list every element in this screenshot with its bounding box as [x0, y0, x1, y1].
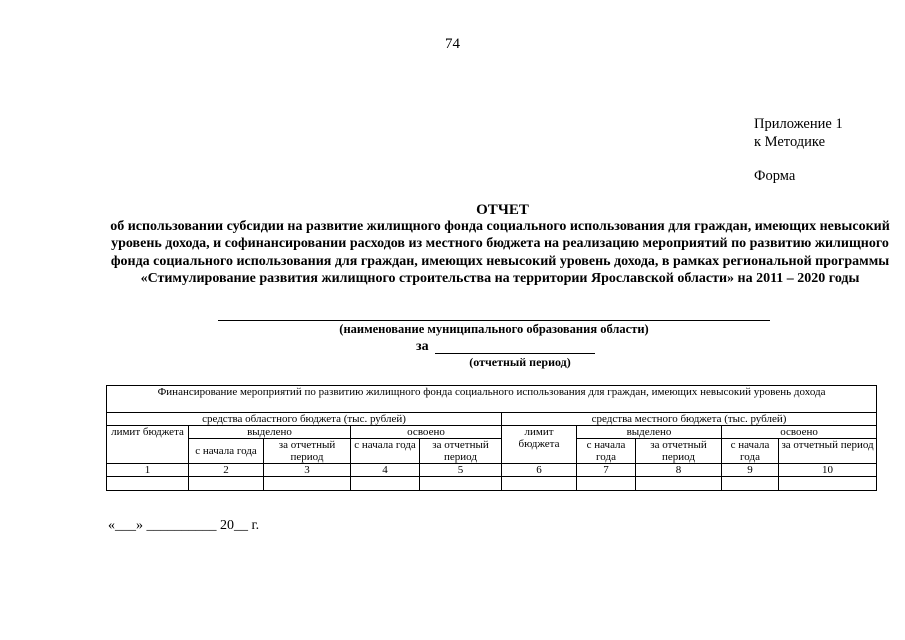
period-label: за: [416, 339, 429, 354]
mastered-header-regional: освоено: [351, 426, 502, 439]
from-year-start-header: с начала года: [577, 439, 636, 464]
column-number: 3: [264, 464, 351, 477]
regional-budget-header: средства областного бюджета (тыс. рублей): [107, 413, 502, 426]
column-number: 7: [577, 464, 636, 477]
appendix-label: Приложение 1: [754, 116, 843, 132]
mastered-header-local: освоено: [722, 426, 877, 439]
column-number: 8: [636, 464, 722, 477]
column-number: 5: [420, 464, 502, 477]
column-number: 2: [189, 464, 264, 477]
for-period-header: за отчетный период: [264, 439, 351, 464]
column-number: 9: [722, 464, 779, 477]
page-number: 74: [445, 36, 460, 52]
appendix-reference: к Методике: [754, 134, 826, 150]
table-cell: [502, 477, 577, 491]
table-cell: [351, 477, 420, 491]
date-line: «___» __________ 20__ г.: [108, 518, 260, 533]
period-field: [416, 339, 595, 355]
limit-header-regional: лимит бюджета: [107, 426, 189, 464]
allocated-header-regional: выделено: [189, 426, 351, 439]
municipality-line: [218, 320, 770, 321]
table-cell: [722, 477, 779, 491]
table-cell: [189, 477, 264, 491]
table-row: [107, 439, 877, 464]
for-period-header: за отчетный период: [420, 439, 502, 464]
limit-header-local: лимит бюджета: [502, 426, 577, 464]
form-label: Форма: [754, 168, 796, 184]
municipality-caption: (наименование муниципального образования области): [339, 322, 649, 336]
table-cell: [264, 477, 351, 491]
local-budget-header: средства местного бюджета (тыс. рублей): [502, 413, 877, 426]
table-row: [107, 426, 877, 439]
column-number: 4: [351, 464, 420, 477]
table-cell: [420, 477, 502, 491]
table-main-header: Финансирование мероприятий по развитию жилищного фонда социального использования для граждан, имеющих невысокий уровень дохода: [107, 386, 877, 413]
report-subtitle: об использовании субсидии на развитие жилищного фонда социального использования для граждан, имеющих невысокий уровень дохода, и софинансировании расходов из местного бюджета на реализацию мероприятий по развитию жилищного фонда социального использования для граждан, имеющих невысокий уровень дохода, в рамках региональной программы «Стимулирование развития жилищного строительства на территории Ярославской области» на 2011 – 2020 годы: [110, 219, 890, 287]
period-caption: (отчетный период): [469, 355, 571, 369]
table-cell: [577, 477, 636, 491]
allocated-header-local: выделено: [577, 426, 722, 439]
from-year-start-header: с начала года: [189, 439, 264, 464]
table-cell: [636, 477, 722, 491]
table-row: [107, 413, 877, 426]
column-number: 6: [502, 464, 577, 477]
table-cell: [107, 477, 189, 491]
table-cell: [779, 477, 877, 491]
from-year-start-header: с начала года: [351, 439, 420, 464]
table-row: [107, 464, 877, 477]
from-year-start-header: с начала года: [722, 439, 779, 464]
report-title: ОТЧЕТ: [476, 202, 529, 218]
for-period-header: за отчетный период: [779, 439, 877, 464]
table-row: [107, 386, 877, 413]
table-row: [107, 477, 877, 491]
column-number: 10: [779, 464, 877, 477]
financing-table: [106, 385, 877, 491]
for-period-header: за отчетный период: [636, 439, 722, 464]
column-number: 1: [107, 464, 189, 477]
period-line: [435, 339, 595, 354]
